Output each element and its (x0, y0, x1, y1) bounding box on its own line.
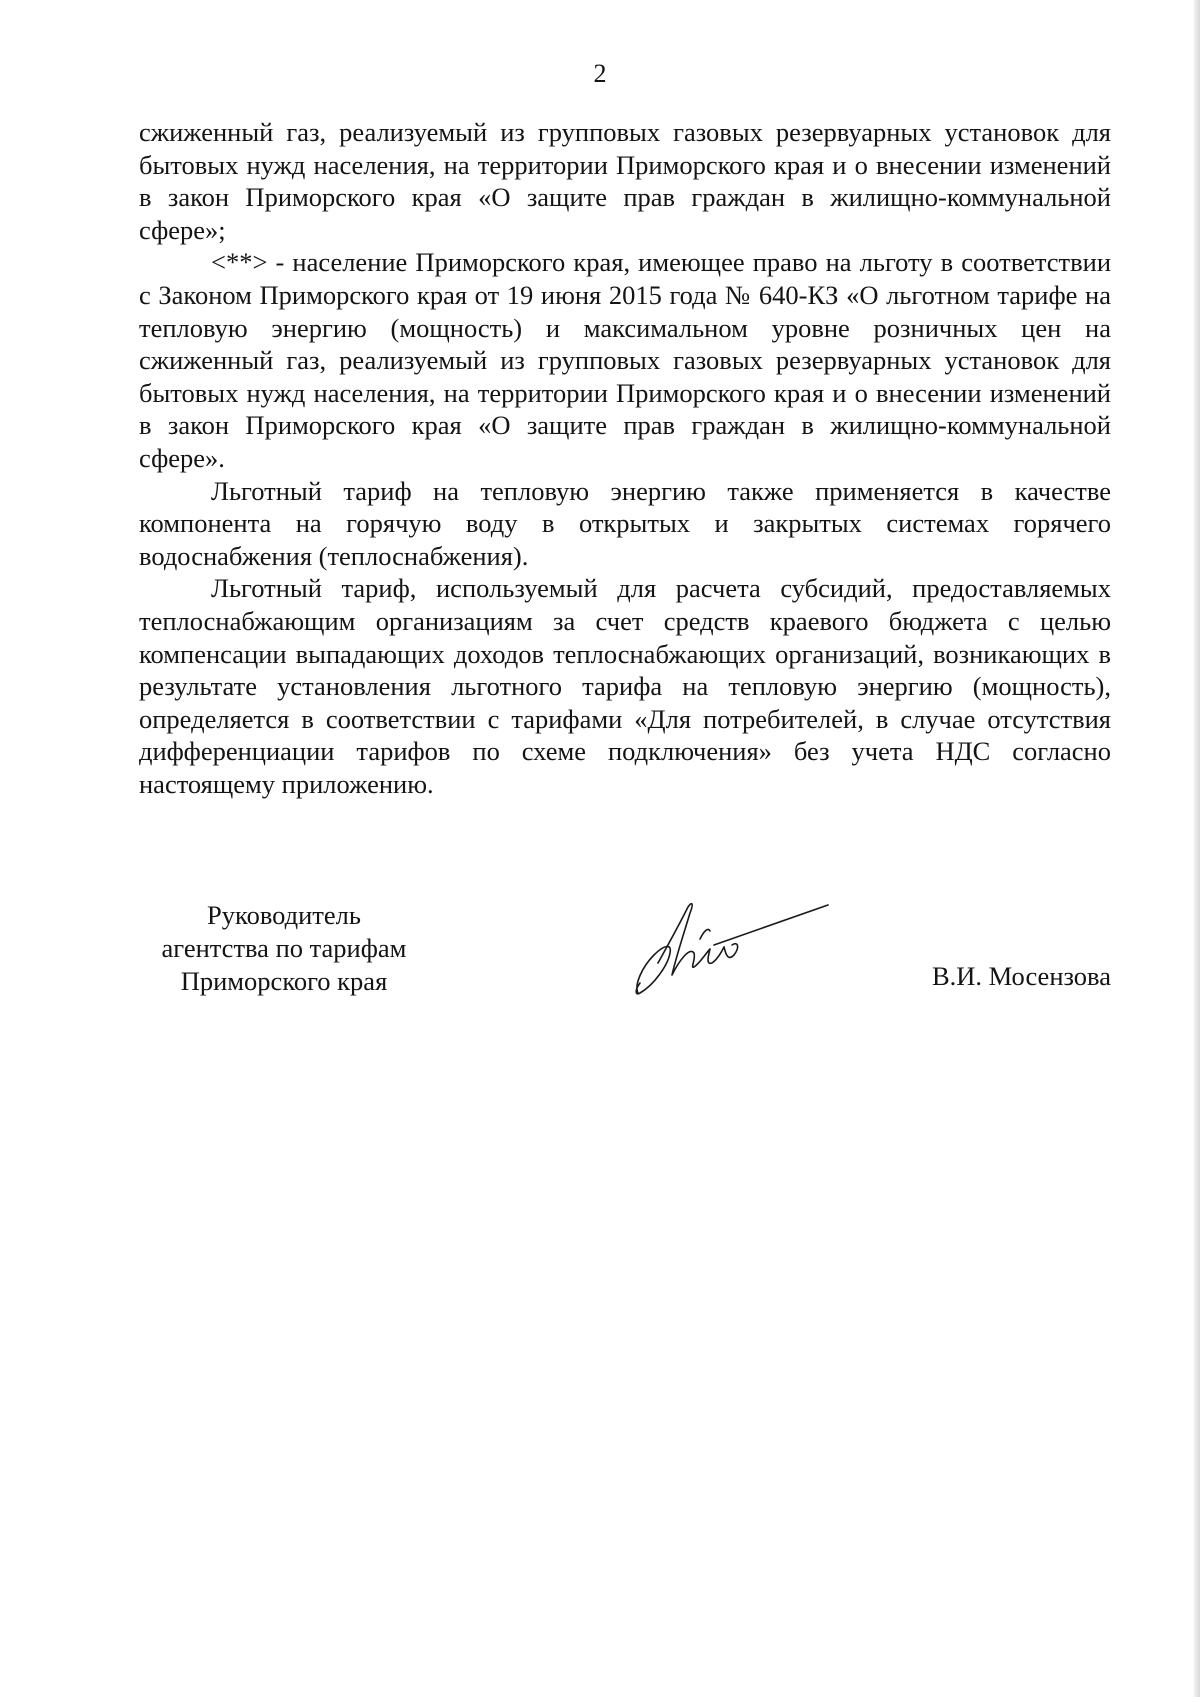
page-number: 2 (593, 59, 607, 88)
signatory-title (139, 899, 429, 998)
scan-edge (1194, 0, 1200, 1697)
handwritten-signature-icon (628, 893, 838, 1003)
signatory-title-line: Руководитель (207, 900, 361, 930)
document-body (139, 116, 1111, 800)
paragraph-footnote: <**> - население Приморского края, имеющее право на льготу в соответствии с Законом Приморского края от 19 июня 2015 года № 640-КЗ «О льготном тарифе на тепловую энергию (мощность) и максимальном уровне розничных цен на сжиженный газ, реализуемый из групповых газовых резервуарных установок для бытовых нужд населения, на территории Приморского края и о внесении изменений в закон Приморского края «О защите прав граждан в жилищно-коммунальной сфере». (139, 247, 1111, 473)
paragraph-hot-water: Льготный тариф на тепловую энергию также применяется в качестве компонента на горячую воду в открытых и закрытых системах горячего водоснабжения (теплоснабжения). (139, 475, 1111, 571)
paragraph-continuation: сжиженный газ, реализуемый из групповых газовых резервуарных установок для бытовых нужд населения, на территории Приморского края и о внесении изменений в закон Приморского края «О защите прав граждан в жилищно-коммунальной сфере»; (139, 117, 1111, 245)
signatory-title-line: агентства по тарифам (161, 933, 407, 963)
signatory-title-line: Приморского края (180, 966, 388, 996)
paragraph-subsidies: Льготный тариф, используемый для расчета субсидий, предоставляемых теплоснабжающим организациям за счет средств краевого бюджета с целью компенсации выпадающих доходов теплоснабжающих организаций, возникающих в результате установления льготного тарифа на тепловую энергию (мощность), определяется в соответствии с тарифами «Для потребителей, в случае отсутствия дифференциации тарифов по схеме подключения» без учета НДС согласно настоящему приложению. (139, 573, 1111, 799)
signatory-name: В.И. Мосензова (931, 961, 1111, 991)
